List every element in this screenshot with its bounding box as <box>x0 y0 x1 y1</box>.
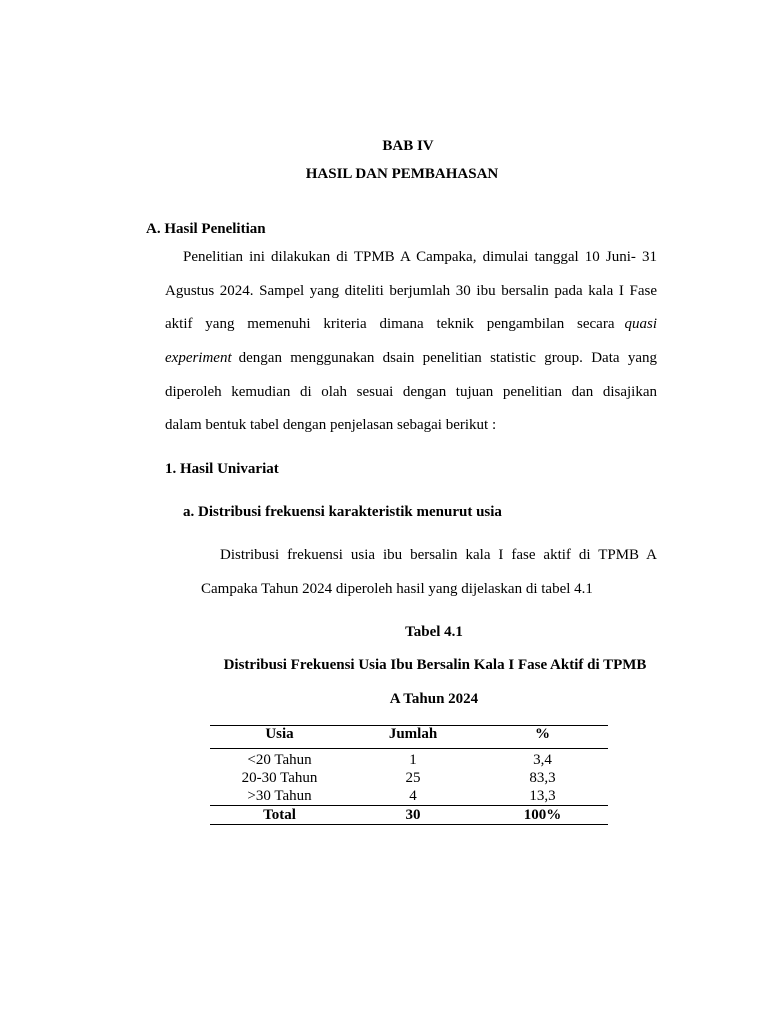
italic-term: experiment <box>165 350 232 366</box>
table-cell: >30 Tahun <box>247 788 312 804</box>
column-header-age: Usia <box>265 726 294 742</box>
chapter-number: BAB IV <box>382 138 434 154</box>
table-cell: 13,3 <box>529 788 556 804</box>
paragraph-text: aktif yang memenuhi kriteria dimana teknik pengambilan secara <box>165 316 615 332</box>
column-header-count: Jumlah <box>388 726 438 742</box>
table-cell: 20-30 Tahun <box>241 770 318 786</box>
table-cell: 4 <box>409 788 417 804</box>
table-row <box>210 749 608 770</box>
age-distribution-table <box>210 725 608 825</box>
paragraph-line: Campaka Tahun 2024 diperoleh hasil yang dijelaskan di tabel 4.1 <box>201 581 593 597</box>
table-total-row <box>210 806 608 825</box>
section-heading: A. Hasil Penelitian <box>146 221 266 237</box>
table-caption: Distribusi Frekuensi Usia Ibu Bersalin Kala I Fase Aktif di TPMB <box>223 657 647 673</box>
paragraph-line: Distribusi frekuensi usia ibu bersalin kala I fase aktif di TPMB A <box>220 547 657 563</box>
table-cell: 83,3 <box>529 770 556 786</box>
subsection-heading: 1. Hasil Univariat <box>165 461 279 477</box>
paragraph-line: Penelitian ini dilakukan di TPMB A Campaka, dimulai tanggal 10 Juni- 31 <box>183 249 657 265</box>
italic-term: quasi <box>624 316 657 332</box>
table-label: Tabel 4.1 <box>405 624 463 640</box>
paragraph-line: Agustus 2024. Sampel yang diteliti berjumlah 30 ibu bersalin pada kala I Fase <box>165 283 657 299</box>
table-cell: 3,4 <box>533 752 552 768</box>
paragraph-line <box>165 350 657 367</box>
table-cell: 30 <box>405 807 421 823</box>
table-row <box>210 769 608 787</box>
table-cell: 100% <box>523 807 562 823</box>
sub-subsection-heading: a. Distribusi frekuensi karakteristik menurut usia <box>183 504 502 520</box>
paragraph-line: diperoleh kemudian di olah sesuai dengan tujuan penelitian dan disajikan <box>165 384 657 400</box>
table-cell: 1 <box>409 752 417 768</box>
paragraph-line: dalam bentuk tabel dengan penjelasan sebagai berikut : <box>165 417 497 433</box>
paragraph-text: dengan menggunakan dsain penelitian statistic group. Data yang <box>238 350 657 366</box>
table-header-row <box>210 726 608 749</box>
table-cell: <20 Tahun <box>247 752 312 768</box>
table-cell: Total <box>263 807 296 823</box>
table-row <box>210 787 608 806</box>
paragraph-line <box>165 316 657 333</box>
table-caption: A Tahun 2024 <box>389 691 479 707</box>
chapter-title: HASIL DAN PEMBAHASAN <box>305 166 499 182</box>
column-header-percent: % <box>535 726 550 742</box>
table-cell: 25 <box>405 770 421 786</box>
